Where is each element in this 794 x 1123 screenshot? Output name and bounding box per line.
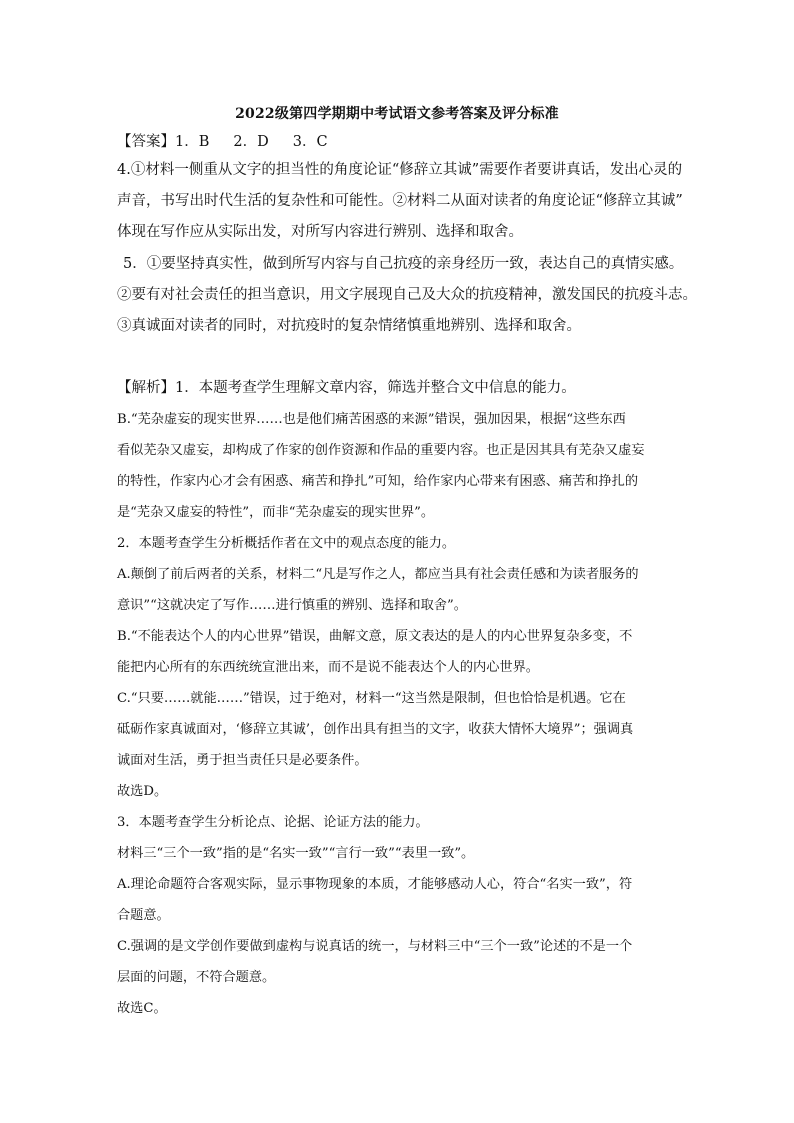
text-line: 3．本题考查学生分析论点、论据、论证方法的能力。 (117, 815, 429, 830)
text-line: A.颠倒了前后两者的关系，材料二“凡是写作之人，都应当具有社会责任感和为读者服务的 (117, 567, 639, 582)
text-line: ③真诚面对读者的同时，对抗疫时的复杂情绪慎重地辨别、选择和取舍。 (117, 318, 581, 334)
answer-label: 【答案】 (117, 134, 175, 150)
text-line: A.理论命题符合客观实际，显示事物现象的本质，才能够感动人心，符合“名实一致”，符 (117, 877, 633, 892)
text-line: 【解析】1．本题考查学生理解文章内容，筛选并整合文中信息的能力。 (117, 380, 576, 396)
answer-key-row (117, 130, 328, 151)
text-line: B.“芜杂虚妄的现实世界……也是他们痛苦困惑的来源”错误，强加因果，根据“这些东西 (117, 412, 626, 427)
answer-item-1: 1．B (175, 134, 210, 150)
text-line: 能把内心所有的东西统统宣泄出来，而不是说不能表达个人的内心世界。 (117, 660, 539, 675)
text-line: 5．①要坚持真实性，做到所写内容与自己抗疫的亲身经历一致，表达自己的真情实感。 (123, 256, 684, 272)
question-5-answer (117, 249, 697, 342)
text-line: 砥砺作家真诚面对，‘修辞立其诚’，创作出具有担当的文字，收获大情怀大境界”；强调真 (117, 722, 634, 737)
text-line: C.“只要……就能……”错误，过于绝对，材料一“这当然是限制，但也恰恰是机遇。它在 (117, 691, 626, 706)
question-4-answer (117, 155, 683, 248)
text-line: 故选D。 (117, 784, 168, 799)
text-line: 故选C。 (117, 1001, 167, 1016)
analysis-section (117, 373, 679, 1024)
text-line: 是“芜杂又虚妄的特性”，而非“芜杂虚妄的现实世界”。 (117, 505, 435, 520)
text-line: 合题意。 (117, 908, 170, 923)
text-line: B.“不能表达个人的内心世界”错误，曲解文意，原文表达的是人的内心世界复杂多变，不 (117, 629, 633, 644)
text-line: 的特性，作家内心才会有困惑、痛苦和挣扎”可知，给作家内心带来有困惑、痛苦和挣扎的 (117, 474, 639, 489)
text-line: 层面的问题，不符合题意。 (117, 970, 276, 985)
text-line: 4.①材料一侧重从文字的担当性的角度论证“修辞立其诚”需要作者要讲真话，发出心灵的 (117, 162, 683, 178)
text-line: 声音，书写出时代生活的复杂性和可能性。②材料二从面对读者的角度论证“修辞立其诚” (117, 193, 683, 209)
text-line: 2．本题考查学生分析概括作者在文中的观点态度的能力。 (117, 536, 456, 551)
text-line: 材料三“三个一致”指的是“名实一致”“言行一致”“表里一致”。 (117, 846, 475, 861)
text-line: 诚面对生活，勇于担当责任只是必要条件。 (117, 753, 368, 768)
answer-item-2: 2．D (233, 134, 269, 150)
text-line: C.强调的是文学创作要做到虚构与说真话的统一，与材料三中“三个一致”论述的不是一个 (117, 939, 633, 954)
text-line: 看似芜杂又虚妄，却构成了作家的创作资源和作品的重要内容。也正是因其具有芜杂又虚妄 (117, 443, 645, 458)
page-title: 2022级第四学期期中考试语文参考答案及评分标准 (235, 106, 559, 122)
text-line: ②要有对社会责任的担当意识，用文字展现自己及大众的抗疫精神，激发国民的抗疫斗志。 (117, 287, 697, 303)
text-line: 意识”“这就决定了写作……进行慎重的辨别、选择和取舍”。 (117, 598, 467, 613)
answer-item-3: 3．C (292, 134, 328, 150)
text-line: 体现在写作应从实际出发，对所写内容进行辨别、选择和取舍。 (117, 224, 523, 240)
